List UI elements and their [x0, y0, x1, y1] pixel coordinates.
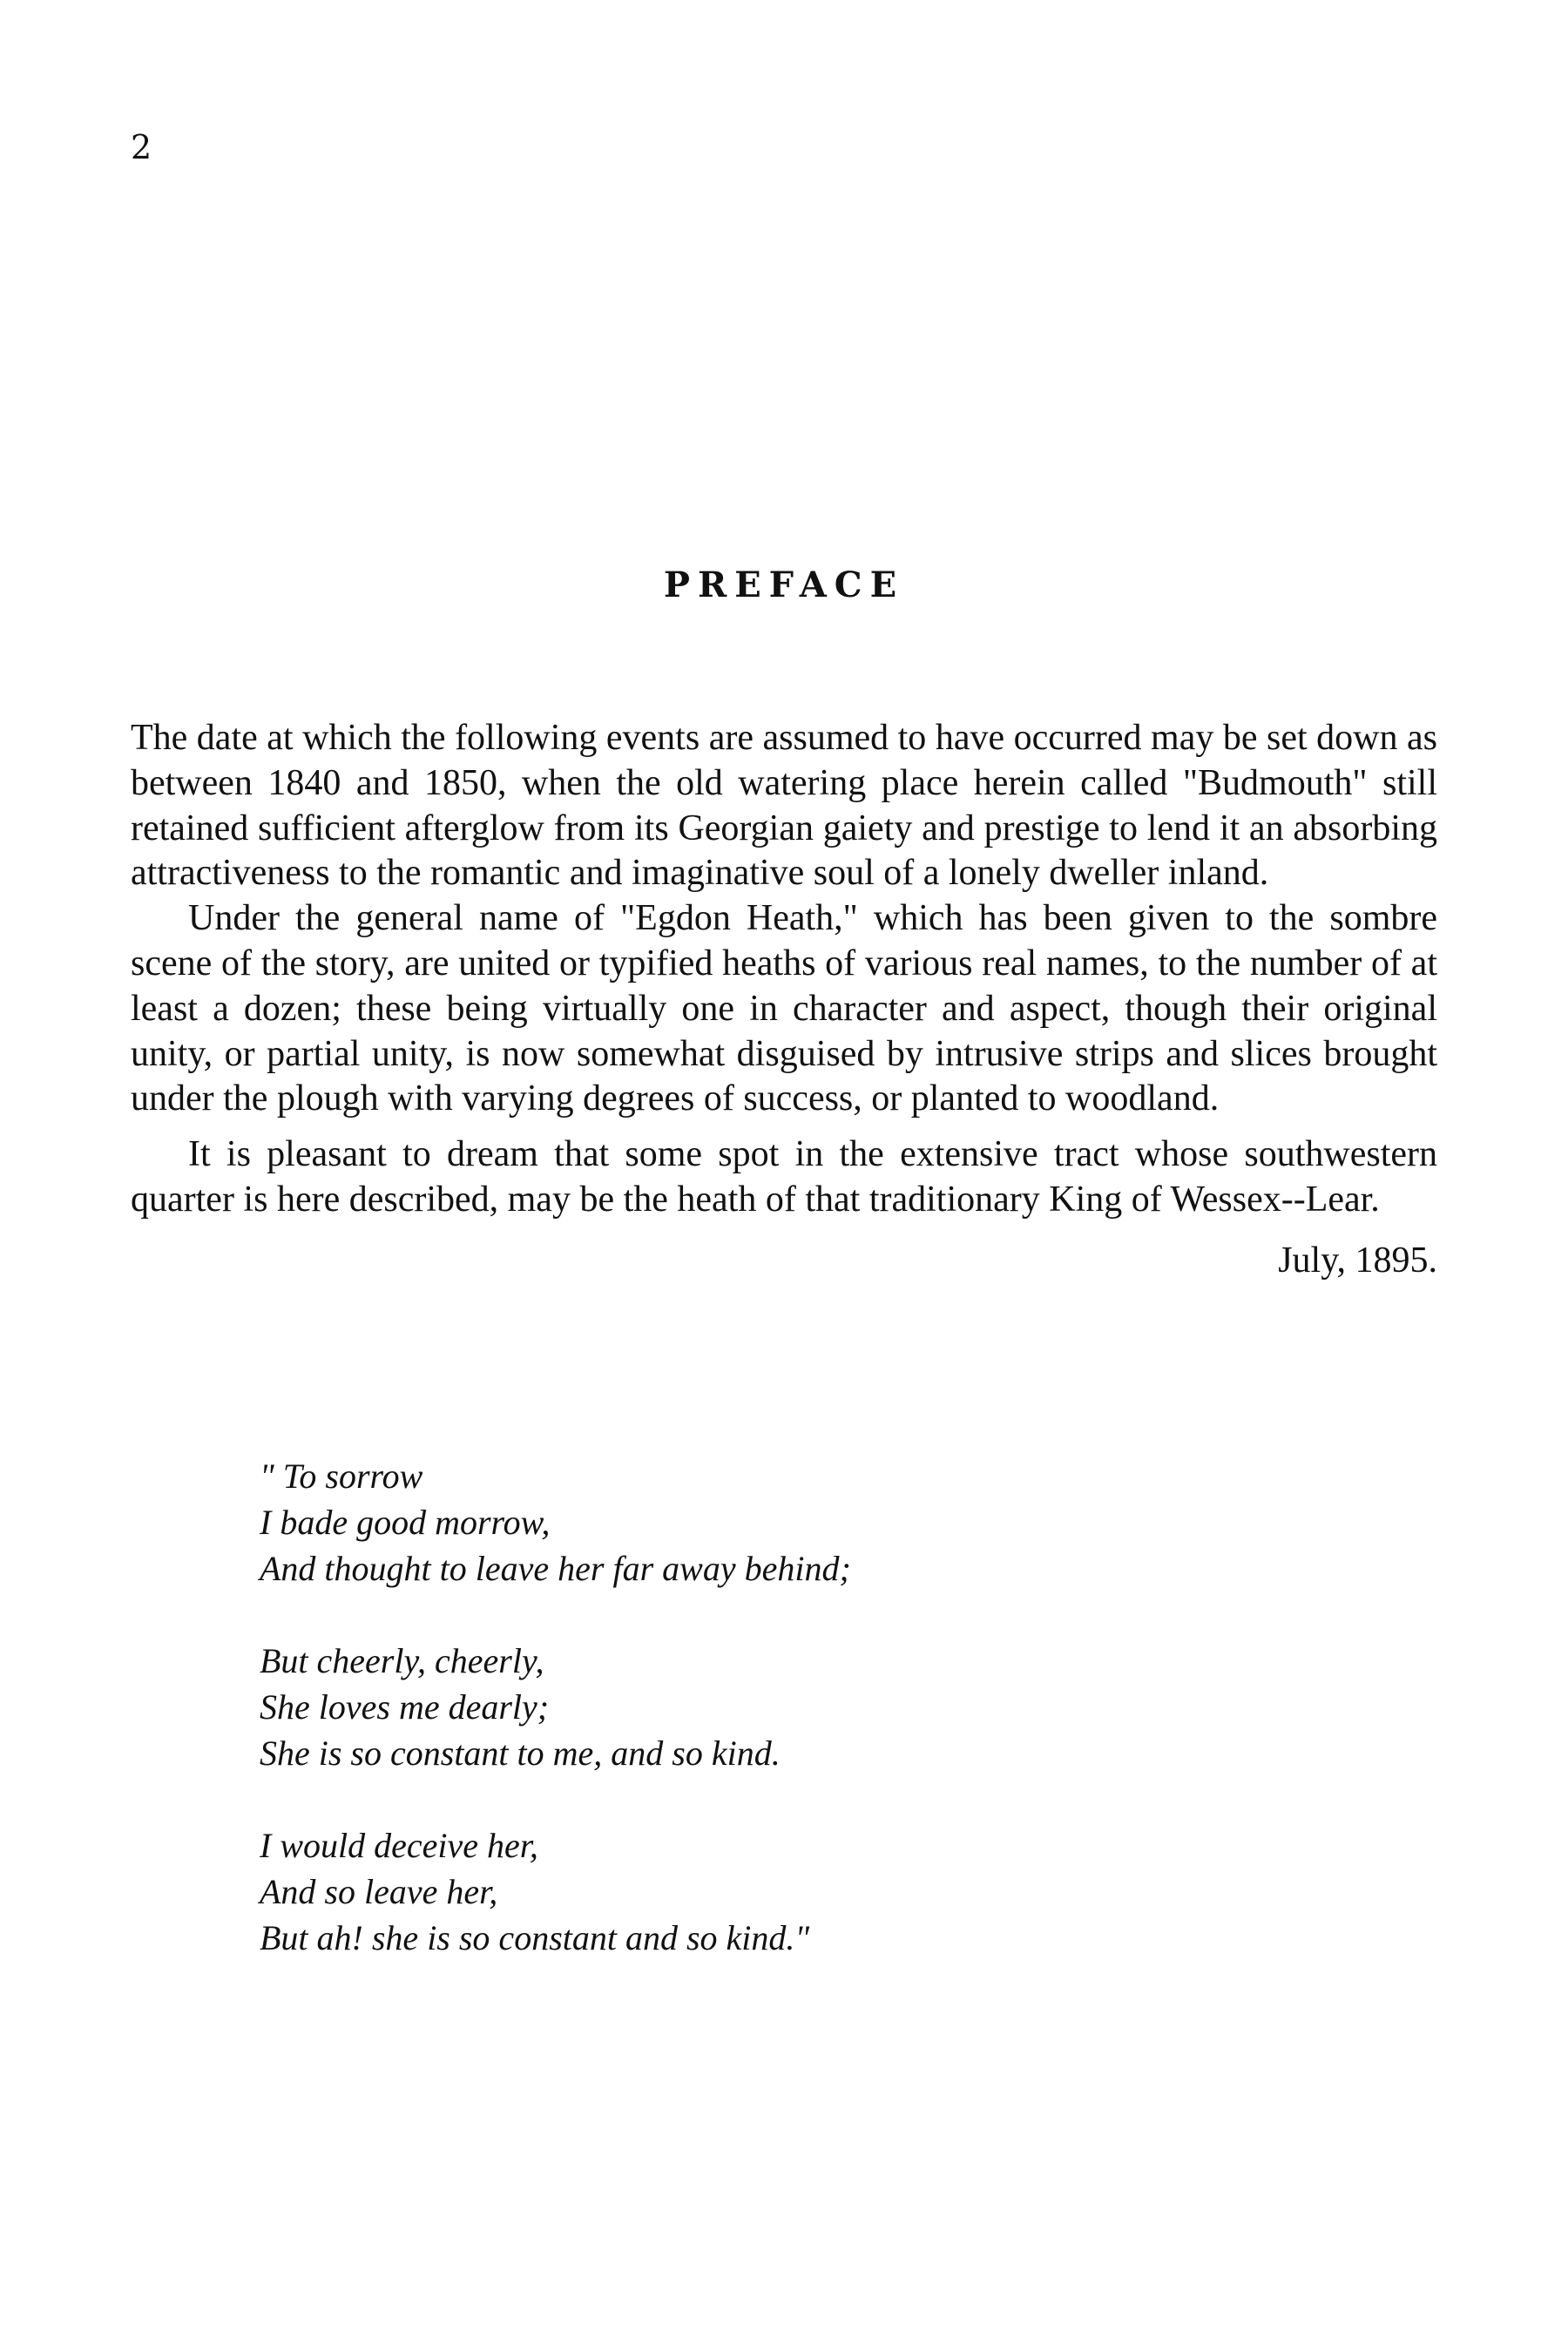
verse-line: And so leave her,	[260, 1872, 498, 1911]
paragraph-2: Under the general name of "Egdon Heath," which has been given to the sombre scene of the story, are united or typified heaths of various real names, to the number of at least a dozen; these being virtually one in character and aspect, though their original unity, or partial unity, is now somewhat disguised by intrusive strips and slices brought under the plough with varying degrees of success, or planted to woodland.	[131, 898, 1437, 1119]
stanza-3	[260, 1822, 851, 1961]
epigraph-verse	[260, 1453, 851, 2007]
signoff-date: July, 1895.	[1278, 1240, 1437, 1281]
verse-line: She is so constant to me, and so kind.	[260, 1734, 781, 1773]
page-number: 2	[131, 128, 152, 166]
stanza-1	[260, 1453, 851, 1592]
verse-line: " To sorrow	[260, 1456, 423, 1496]
verse-line: But ah! she is so constant and so kind."	[260, 1918, 810, 1957]
stanza-2	[260, 1638, 851, 1776]
verse-line: I would deceive her,	[260, 1826, 538, 1865]
page-title: PREFACE	[663, 564, 905, 605]
verse-line: She loves me dearly;	[260, 1687, 550, 1727]
verse-line: I bade good morrow,	[260, 1503, 551, 1542]
verse-line: And thought to leave her far away behind;	[260, 1549, 851, 1588]
paragraph-1: The date at which the following events are assumed to have occurred may be set down as between 1840 and 1850, when the old watering place herein called "Budmouth" still retained sufficient afterglow from its Georgian gaiety and prestige to lend it an absorbing attractiveness to the romantic and imaginative soul of a lonely dweller inland.	[131, 718, 1437, 894]
verse-line: But cheerly, cheerly,	[260, 1641, 544, 1680]
preface-body	[131, 716, 1437, 1284]
paragraph-3: It is pleasant to dream that some spot in the extensive tract whose southwestern quarter is here described, may be the heath of that traditionary King of Wessex--Lear.	[131, 1134, 1437, 1220]
